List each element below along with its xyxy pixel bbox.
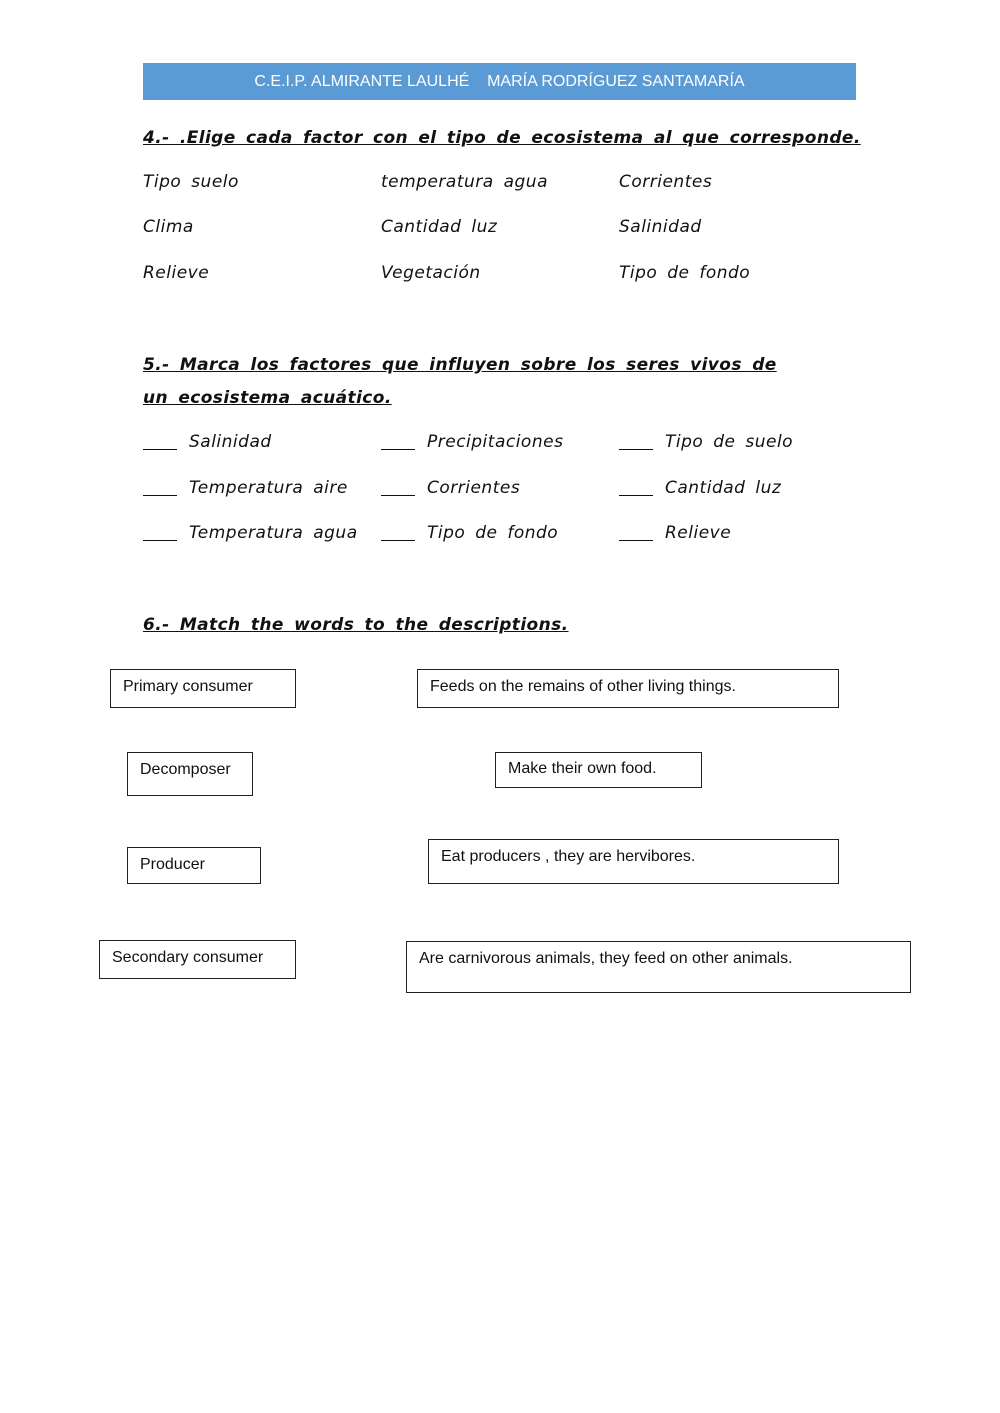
- description-box[interactable]: Make their own food.: [495, 752, 702, 788]
- answer-blank[interactable]: [143, 495, 177, 496]
- q5-item-label: Precipitaciones: [427, 432, 564, 452]
- answer-blank[interactable]: [381, 449, 415, 450]
- answer-blank[interactable]: [619, 495, 653, 496]
- q5-item-label: Cantidad luz: [665, 478, 782, 498]
- word-box-primary-consumer[interactable]: Primary consumer: [110, 669, 296, 708]
- answer-blank[interactable]: [381, 495, 415, 496]
- q5-checkbox-item[interactable]: [619, 478, 781, 498]
- q4-item: Cantidad luz: [381, 217, 498, 237]
- q4-item: Relieve: [143, 263, 210, 283]
- q5-item-label: Tipo de suelo: [665, 432, 794, 452]
- q5-checkbox-item[interactable]: [381, 432, 563, 452]
- word-box-secondary-consumer[interactable]: Secondary consumer: [99, 940, 296, 979]
- q5-item-label: Temperatura aire: [189, 478, 348, 498]
- q5-checkbox-item[interactable]: [143, 432, 272, 452]
- question-5-title: 5.- Marca los factores que influyen sobre los seres vivos de un ecosistema acuático.: [143, 355, 777, 408]
- answer-blank[interactable]: [619, 449, 653, 450]
- q5-checkbox-item[interactable]: [381, 523, 558, 543]
- q5-checkbox-item[interactable]: [619, 432, 793, 452]
- q4-item: Tipo suelo: [143, 172, 239, 192]
- description-box[interactable]: Feeds on the remains of other living things.: [417, 669, 839, 708]
- word-box-producer[interactable]: Producer: [127, 847, 261, 884]
- q5-item-label: Corrientes: [427, 478, 521, 498]
- answer-blank[interactable]: [381, 540, 415, 541]
- q4-item: temperatura agua: [381, 172, 548, 192]
- q4-item: Clima: [143, 217, 194, 237]
- question-4-title: 4.- .Elige cada factor con el tipo de ecosistema al que corresponde.: [143, 128, 861, 148]
- q5-item-label: Tipo de fondo: [427, 523, 559, 543]
- q5-checkbox-item[interactable]: [143, 478, 348, 498]
- question-6-title: 6.- Match the words to the descriptions.: [143, 615, 569, 635]
- q4-item: Vegetación: [381, 263, 481, 283]
- description-box[interactable]: Are carnivorous animals, they feed on other animals.: [406, 941, 911, 993]
- answer-blank[interactable]: [143, 540, 177, 541]
- word-box-decomposer[interactable]: Decomposer: [127, 752, 253, 796]
- q5-item-label: Temperatura agua: [189, 523, 358, 543]
- description-box[interactable]: Eat producers , they are hervibores.: [428, 839, 839, 884]
- q5-checkbox-item[interactable]: [619, 523, 731, 543]
- q4-item: Corrientes: [619, 172, 713, 192]
- q4-item: Tipo de fondo: [619, 263, 751, 283]
- q4-item: Salinidad: [619, 217, 702, 237]
- q5-checkbox-item[interactable]: [143, 523, 358, 543]
- page-header: C.E.I.P. ALMIRANTE LAULHÉ MARÍA RODRÍGUEZ SANTAMARÍA: [143, 63, 856, 100]
- answer-blank[interactable]: [619, 540, 653, 541]
- q5-item-label: Relieve: [665, 523, 732, 543]
- q5-item-label: Salinidad: [189, 432, 272, 452]
- q5-checkbox-item[interactable]: [381, 478, 520, 498]
- answer-blank[interactable]: [143, 449, 177, 450]
